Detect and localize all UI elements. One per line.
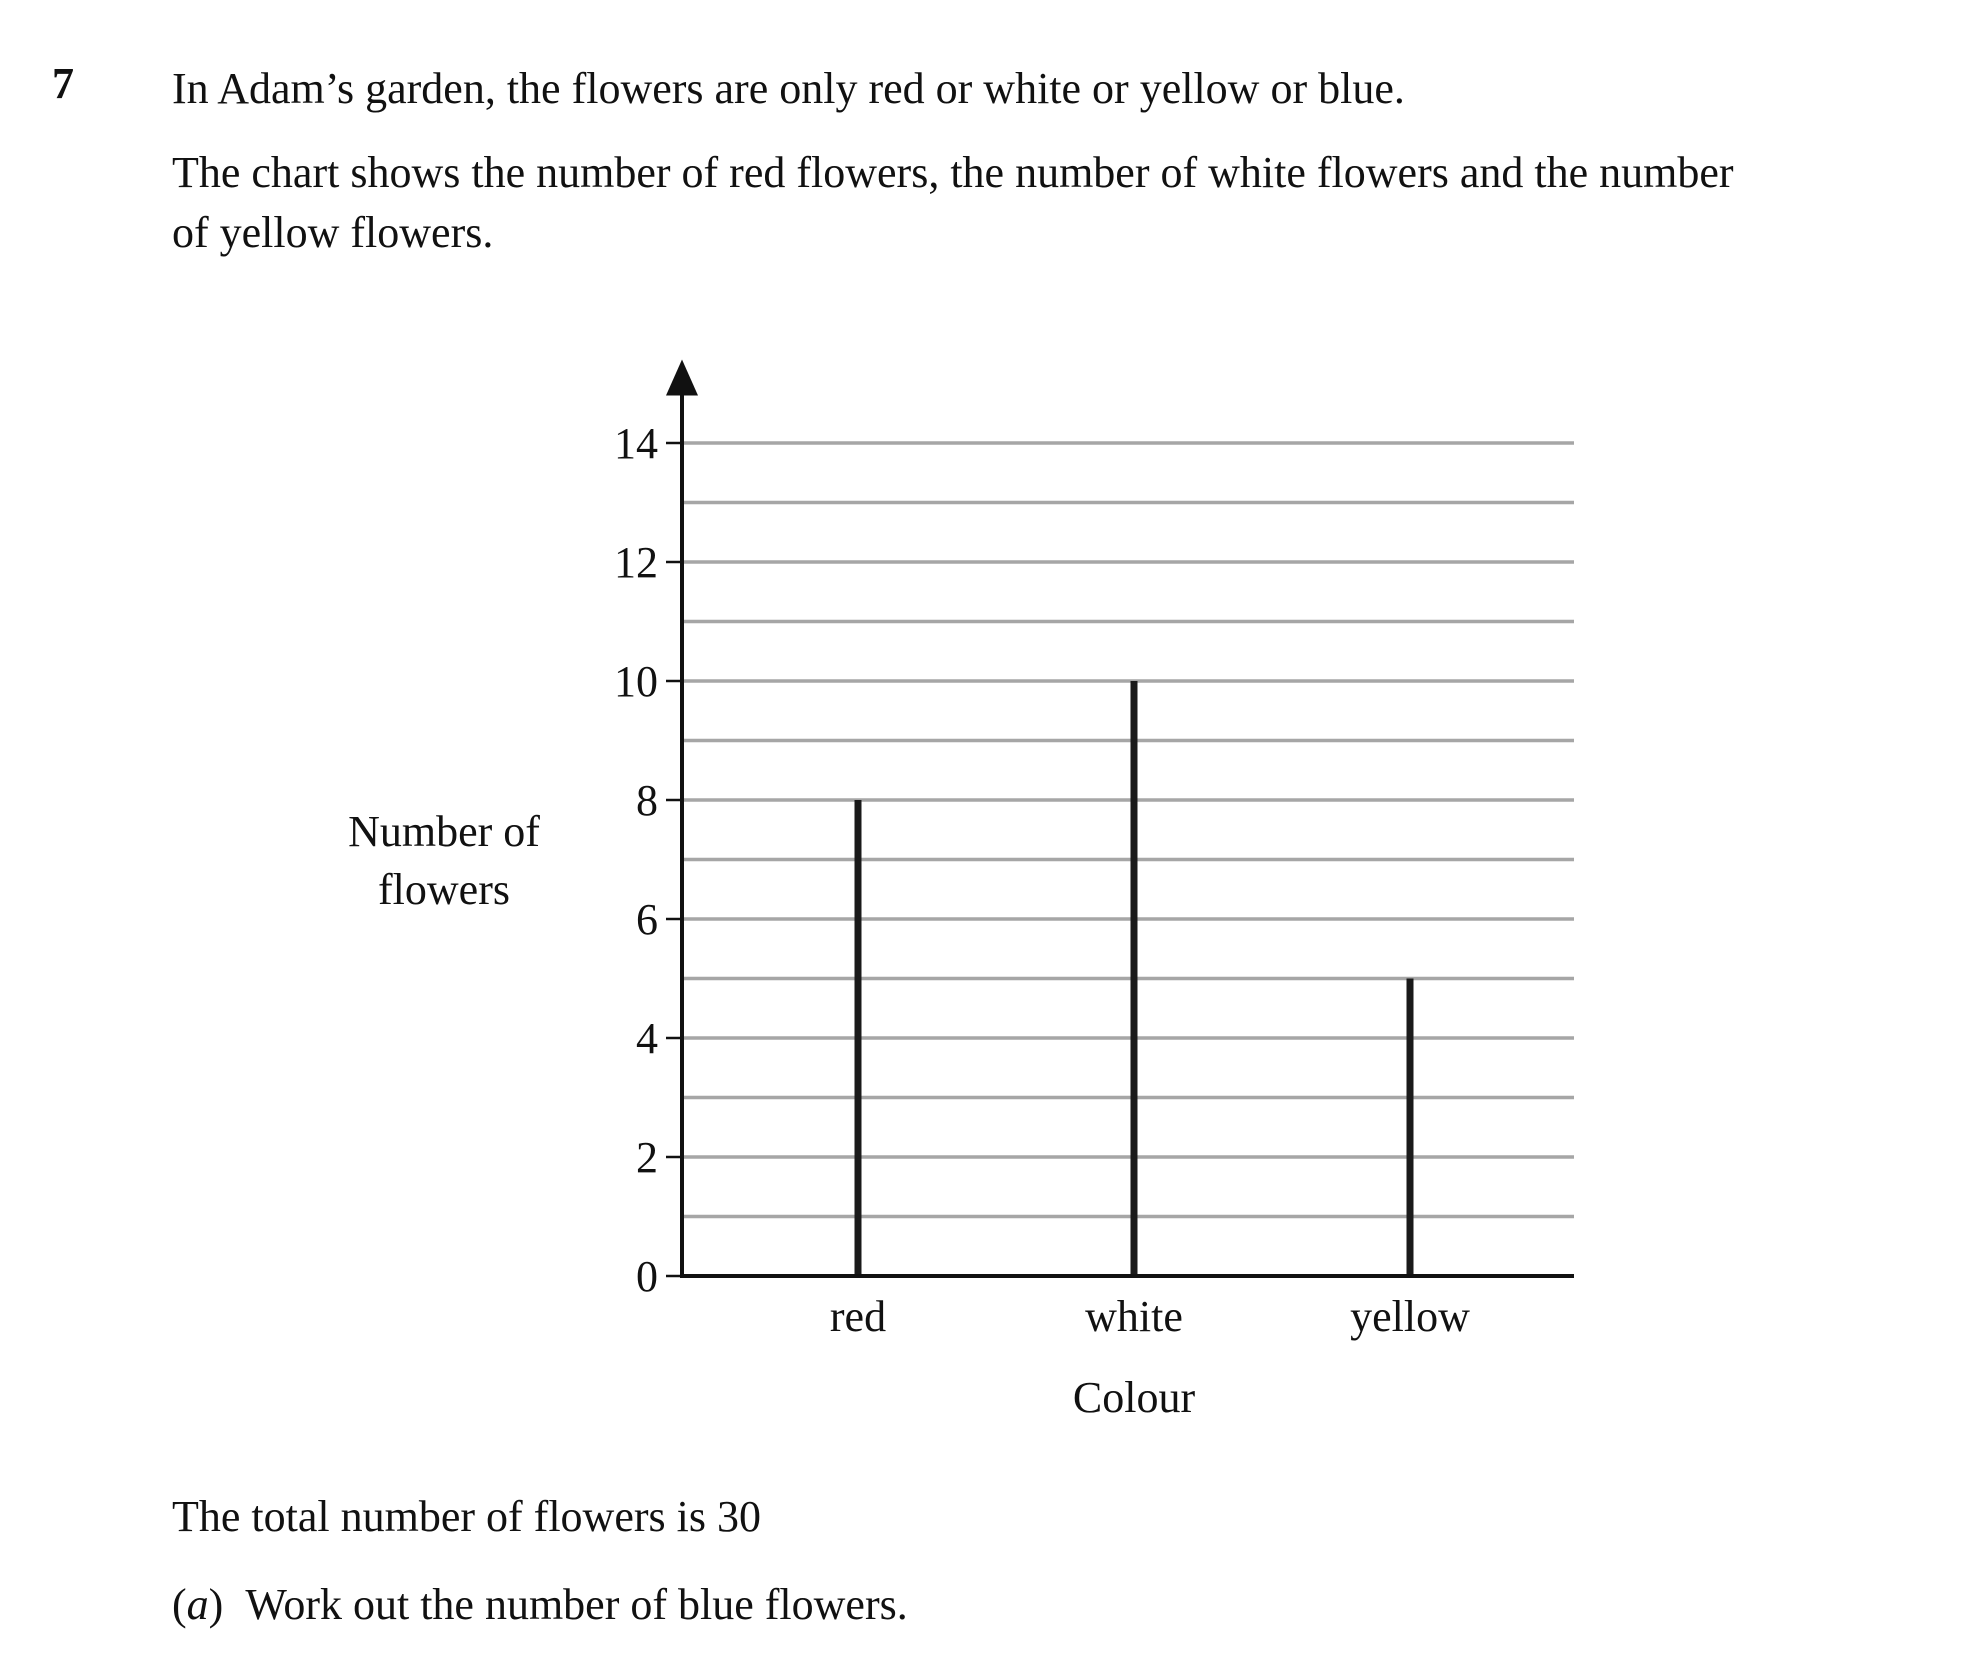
x-category-label: white bbox=[1085, 1292, 1183, 1341]
y-tick-label: 6 bbox=[636, 895, 658, 944]
y-axis-arrowhead bbox=[666, 360, 698, 396]
x-category-labels bbox=[830, 1292, 1470, 1341]
y-tick-label: 0 bbox=[636, 1252, 658, 1301]
question-number: 7 bbox=[52, 59, 74, 108]
part-a-text: Work out the number of blue flowers. bbox=[245, 1580, 908, 1629]
y-axis-title-line-1: Number of bbox=[348, 807, 540, 856]
y-tick-label: 12 bbox=[614, 538, 658, 587]
part-label-letter: a bbox=[186, 1580, 209, 1629]
total-statement: The total number of flowers is 30 bbox=[172, 1492, 761, 1541]
bars bbox=[858, 681, 1410, 1276]
x-axis-title: Colour bbox=[1072, 1373, 1196, 1422]
y-axis-title-line-2: flowers bbox=[378, 865, 510, 914]
part-a bbox=[172, 1580, 908, 1631]
axes bbox=[666, 360, 1574, 1279]
y-tick-label: 14 bbox=[614, 419, 658, 468]
gridlines bbox=[682, 443, 1574, 1217]
part-label-open: ( bbox=[172, 1580, 187, 1629]
y-tick-label: 10 bbox=[614, 657, 658, 706]
x-category-label: yellow bbox=[1350, 1292, 1470, 1341]
x-category-label: red bbox=[829, 1292, 887, 1341]
question-intro-line-3: of yellow flowers. bbox=[172, 208, 494, 257]
y-tick-label: 8 bbox=[636, 776, 658, 825]
question-intro-line-1: In Adam’s garden, the flowers are only red or white or yellow or blue. bbox=[172, 64, 1405, 113]
y-tick-label: 4 bbox=[636, 1014, 658, 1063]
y-ticks bbox=[614, 419, 682, 1301]
part-label-close: ) bbox=[208, 1580, 224, 1629]
question-intro-line-2: The chart shows the number of red flowers, the number of white flowers and the number bbox=[172, 148, 1734, 197]
part-a-label bbox=[172, 1580, 223, 1629]
y-tick-label: 2 bbox=[636, 1133, 658, 1182]
